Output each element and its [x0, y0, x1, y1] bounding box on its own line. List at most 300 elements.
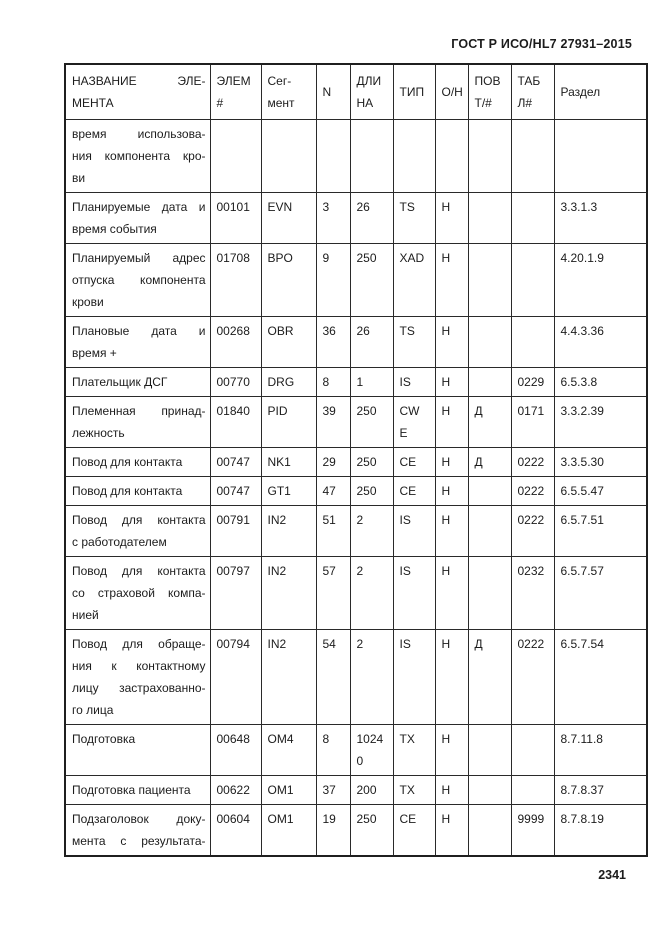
cell-table_num	[511, 725, 554, 776]
table-row	[65, 368, 647, 397]
cell-line: Подготовка	[72, 732, 136, 746]
cell-line: BPO	[267, 251, 293, 265]
cell-line: время +	[72, 346, 117, 360]
column-header-n	[316, 64, 350, 120]
cell-line: 51	[322, 513, 336, 527]
cell-line: ния компонента кро-	[72, 149, 206, 163]
cell-length	[350, 193, 393, 244]
cell-section	[554, 244, 647, 317]
cell-name	[65, 397, 210, 448]
cell-line: Н	[441, 455, 451, 469]
cell-line: 00791	[216, 513, 250, 527]
cell-type	[393, 776, 435, 805]
cell-line: 00794	[216, 637, 250, 651]
cell-n	[316, 506, 350, 557]
cell-line: 4.4.3.36	[560, 324, 604, 338]
cell-name	[65, 776, 210, 805]
cell-table_num	[511, 193, 554, 244]
cell-length	[350, 317, 393, 368]
cell-line: отпуска компонента	[72, 273, 206, 287]
cell-line: 8.7.8.19	[560, 812, 604, 826]
cell-name	[65, 120, 210, 193]
cell-repeat	[468, 120, 511, 193]
cell-length	[350, 776, 393, 805]
cell-repeat	[468, 557, 511, 630]
cell-name	[65, 244, 210, 317]
cell-length	[350, 805, 393, 857]
cell-line: Н	[441, 324, 451, 338]
cell-section	[554, 368, 647, 397]
cell-line: 26	[356, 324, 370, 338]
cell-length	[350, 630, 393, 725]
cell-n	[316, 805, 350, 857]
cell-line: Раздел	[560, 85, 601, 99]
column-header-table_num	[511, 64, 554, 120]
cell-length	[350, 368, 393, 397]
cell-opt	[435, 477, 468, 506]
cell-line: 3.3.5.30	[560, 455, 604, 469]
cell-repeat	[468, 630, 511, 725]
cell-line: лежность	[72, 426, 125, 440]
table-row	[65, 244, 647, 317]
cell-line: Планируемый адрес	[72, 251, 206, 265]
cell-table_num	[511, 448, 554, 477]
cell-line: OM4	[267, 732, 294, 746]
cell-opt	[435, 448, 468, 477]
cell-line: Повод для обраще-	[72, 637, 206, 651]
cell-line: 00797	[216, 564, 250, 578]
cell-line: TX	[399, 732, 415, 746]
column-header-repeat	[468, 64, 511, 120]
cell-section	[554, 557, 647, 630]
cell-line: 39	[322, 404, 336, 418]
cell-line: IS	[399, 637, 411, 651]
cell-table_num	[511, 368, 554, 397]
cell-table_num	[511, 244, 554, 317]
cell-section	[554, 805, 647, 857]
column-header-name	[65, 64, 210, 120]
cell-line: НАЗВАНИЕ ЭЛЕ-	[72, 74, 206, 88]
cell-line: нией	[72, 608, 99, 622]
page-number: 2341	[598, 868, 626, 882]
cell-line: 0171	[517, 404, 545, 418]
cell-elem_num	[210, 244, 261, 317]
cell-elem_num	[210, 557, 261, 630]
cell-line: 6.5.7.57	[560, 564, 604, 578]
cell-line: IN2	[267, 564, 287, 578]
cell-line: OM1	[267, 783, 294, 797]
cell-line: IS	[399, 375, 411, 389]
cell-line: Н	[441, 513, 451, 527]
table-row	[65, 448, 647, 477]
cell-n	[316, 448, 350, 477]
cell-section	[554, 448, 647, 477]
cell-segment	[261, 725, 316, 776]
column-header-type	[393, 64, 435, 120]
cell-line: DRG	[267, 375, 295, 389]
cell-line: 1024	[356, 732, 384, 746]
cell-line: 2	[356, 637, 364, 651]
cell-n	[316, 630, 350, 725]
cell-name	[65, 805, 210, 857]
cell-opt	[435, 630, 468, 725]
cell-length	[350, 244, 393, 317]
cell-line: 0	[356, 754, 364, 768]
cell-elem_num	[210, 630, 261, 725]
cell-opt	[435, 506, 468, 557]
cell-opt	[435, 317, 468, 368]
cell-line: Племенная принад-	[72, 404, 206, 418]
cell-line: 250	[356, 455, 377, 469]
table-row	[65, 557, 647, 630]
cell-elem_num	[210, 368, 261, 397]
cell-segment	[261, 368, 316, 397]
cell-line: го лица	[72, 703, 114, 717]
cell-line: Планируемые дата и	[72, 200, 206, 214]
cell-section	[554, 477, 647, 506]
cell-line: IN2	[267, 637, 287, 651]
cell-repeat	[468, 477, 511, 506]
cell-line: 00268	[216, 324, 250, 338]
table-row	[65, 805, 647, 857]
cell-line: Н	[441, 732, 451, 746]
column-header-length	[350, 64, 393, 120]
cell-repeat	[468, 317, 511, 368]
cell-elem_num	[210, 725, 261, 776]
table-row	[65, 477, 647, 506]
cell-line: 00604	[216, 812, 250, 826]
cell-repeat	[468, 193, 511, 244]
cell-table_num	[511, 557, 554, 630]
cell-line: Д	[474, 455, 483, 469]
cell-line: 26	[356, 200, 370, 214]
cell-line: Н	[441, 200, 451, 214]
cell-segment	[261, 776, 316, 805]
cell-type	[393, 477, 435, 506]
cell-line: 01708	[216, 251, 250, 265]
column-header-opt	[435, 64, 468, 120]
cell-elem_num	[210, 193, 261, 244]
cell-line: 6.5.7.51	[560, 513, 604, 527]
cell-line: 1	[356, 375, 364, 389]
column-header-elem_num	[210, 64, 261, 120]
cell-segment	[261, 477, 316, 506]
cell-opt	[435, 805, 468, 857]
table-row	[65, 506, 647, 557]
header-row	[65, 64, 647, 120]
cell-line: с работодателем	[72, 535, 167, 549]
cell-line: Повод для контакта	[72, 513, 206, 527]
cell-line: 29	[322, 455, 336, 469]
cell-name	[65, 368, 210, 397]
cell-line: #	[216, 96, 224, 110]
cell-elem_num	[210, 506, 261, 557]
cell-line: время использова-	[72, 127, 206, 141]
cell-line: 00747	[216, 484, 250, 498]
cell-line: 8.7.11.8	[560, 732, 603, 746]
cell-line: 0222	[517, 513, 545, 527]
table-row	[65, 397, 647, 448]
cell-line: ПОВ	[474, 74, 501, 88]
cell-n	[316, 120, 350, 193]
cell-name	[65, 557, 210, 630]
cell-name	[65, 725, 210, 776]
cell-line: время события	[72, 222, 157, 236]
cell-n	[316, 776, 350, 805]
cell-line: 0222	[517, 637, 545, 651]
cell-line: 8	[322, 732, 330, 746]
cell-name	[65, 448, 210, 477]
cell-line: 47	[322, 484, 336, 498]
cell-type	[393, 557, 435, 630]
cell-line: со страховой компа-	[72, 586, 206, 600]
cell-length	[350, 448, 393, 477]
cell-line: 36	[322, 324, 336, 338]
cell-line: Сег-	[267, 74, 292, 88]
column-header-section	[554, 64, 647, 120]
cell-line: ТАБ	[517, 74, 541, 88]
table-row	[65, 120, 647, 193]
cell-line: 00101	[216, 200, 250, 214]
cell-type	[393, 120, 435, 193]
cell-line: Л#	[517, 96, 533, 110]
cell-segment	[261, 557, 316, 630]
cell-line: 3.3.2.39	[560, 404, 604, 418]
cell-line: TS	[399, 200, 415, 214]
cell-repeat	[468, 397, 511, 448]
cell-line: 00770	[216, 375, 250, 389]
cell-opt	[435, 557, 468, 630]
cell-elem_num	[210, 776, 261, 805]
cell-repeat	[468, 244, 511, 317]
cell-elem_num	[210, 120, 261, 193]
cell-segment	[261, 244, 316, 317]
cell-line: мент	[267, 96, 295, 110]
cell-name	[65, 477, 210, 506]
cell-opt	[435, 193, 468, 244]
cell-line: крови	[72, 295, 104, 309]
cell-line: Д	[474, 404, 483, 418]
cell-line: Т/#	[474, 96, 492, 110]
cell-section	[554, 776, 647, 805]
cell-elem_num	[210, 448, 261, 477]
cell-line: ДЛИ	[356, 74, 382, 88]
cell-line: 250	[356, 484, 377, 498]
cell-section	[554, 506, 647, 557]
cell-line: 9999	[517, 812, 545, 826]
cell-line: 37	[322, 783, 336, 797]
cell-n	[316, 368, 350, 397]
cell-type	[393, 193, 435, 244]
cell-line: 6.5.3.8	[560, 375, 598, 389]
cell-line: Повод для контакта	[72, 455, 183, 469]
cell-line: Н	[441, 812, 451, 826]
cell-opt	[435, 725, 468, 776]
cell-n	[316, 557, 350, 630]
cell-length	[350, 120, 393, 193]
cell-segment	[261, 805, 316, 857]
cell-line: 2	[356, 564, 364, 578]
cell-elem_num	[210, 317, 261, 368]
cell-line: NK1	[267, 455, 291, 469]
cell-n	[316, 477, 350, 506]
cell-line: Н	[441, 484, 451, 498]
cell-type	[393, 506, 435, 557]
cell-line: N	[322, 85, 332, 99]
cell-line: EVN	[267, 200, 293, 214]
cell-line: IS	[399, 564, 411, 578]
cell-line: мента с результата-	[72, 834, 206, 848]
cell-line: Д	[474, 637, 483, 651]
column-header-segment	[261, 64, 316, 120]
cell-line: GT1	[267, 484, 291, 498]
cell-line: 250	[356, 404, 377, 418]
cell-repeat	[468, 448, 511, 477]
cell-type	[393, 317, 435, 368]
cell-line: ви	[72, 171, 86, 185]
table-row	[65, 776, 647, 805]
cell-line: CE	[399, 484, 417, 498]
cell-line: Подзаголовок доку-	[72, 812, 206, 826]
cell-repeat	[468, 725, 511, 776]
cell-line: 3	[322, 200, 330, 214]
cell-table_num	[511, 317, 554, 368]
cell-section	[554, 193, 647, 244]
cell-line: E	[399, 426, 408, 440]
cell-line: XAD	[399, 251, 425, 265]
cell-section	[554, 725, 647, 776]
cell-line: 3.3.1.3	[560, 200, 598, 214]
cell-line: IN2	[267, 513, 287, 527]
cell-line: 0232	[517, 564, 545, 578]
cell-line: 0229	[517, 375, 545, 389]
cell-segment	[261, 120, 316, 193]
cell-name	[65, 506, 210, 557]
cell-segment	[261, 506, 316, 557]
cell-line: 250	[356, 812, 377, 826]
cell-line: IS	[399, 513, 411, 527]
cell-length	[350, 397, 393, 448]
cell-opt	[435, 120, 468, 193]
table-row	[65, 193, 647, 244]
cell-segment	[261, 397, 316, 448]
cell-line: Плановые дата и	[72, 324, 206, 338]
table-row	[65, 317, 647, 368]
cell-type	[393, 368, 435, 397]
cell-section	[554, 317, 647, 368]
cell-line: CW	[399, 404, 420, 418]
cell-n	[316, 193, 350, 244]
table-row	[65, 630, 647, 725]
cell-line: Н	[441, 251, 451, 265]
cell-segment	[261, 317, 316, 368]
cell-line: Повод для контакта	[72, 564, 206, 578]
cell-length	[350, 725, 393, 776]
cell-length	[350, 557, 393, 630]
cell-line: 8.7.8.37	[560, 783, 604, 797]
table-body	[65, 120, 647, 857]
cell-elem_num	[210, 397, 261, 448]
cell-line: Н	[441, 637, 451, 651]
cell-table_num	[511, 630, 554, 725]
cell-segment	[261, 630, 316, 725]
cell-line: 2	[356, 513, 364, 527]
cell-line: 00747	[216, 455, 250, 469]
cell-line: 200	[356, 783, 377, 797]
cell-n	[316, 725, 350, 776]
cell-line: ЭЛЕМ	[216, 74, 251, 88]
cell-line: 00648	[216, 732, 250, 746]
cell-line: 250	[356, 251, 377, 265]
cell-line: 4.20.1.9	[560, 251, 604, 265]
cell-name	[65, 630, 210, 725]
cell-length	[350, 477, 393, 506]
cell-segment	[261, 448, 316, 477]
cell-line: 0222	[517, 455, 545, 469]
cell-repeat	[468, 368, 511, 397]
cell-table_num	[511, 805, 554, 857]
cell-line: OM1	[267, 812, 294, 826]
cell-line: Н	[441, 783, 451, 797]
cell-opt	[435, 397, 468, 448]
cell-line: НА	[356, 96, 374, 110]
cell-line: Подготовка пациента	[72, 783, 191, 797]
cell-line: 6.5.7.54	[560, 637, 604, 651]
cell-line: О/Н	[441, 85, 463, 99]
cell-table_num	[511, 120, 554, 193]
cell-section	[554, 397, 647, 448]
cell-n	[316, 317, 350, 368]
cell-line: Н	[441, 375, 451, 389]
cell-line: CE	[399, 455, 417, 469]
cell-section	[554, 120, 647, 193]
cell-type	[393, 630, 435, 725]
cell-segment	[261, 193, 316, 244]
standard-reference: ГОСТ Р ИСО/HL7 27931–2015	[451, 37, 632, 51]
cell-line: Повод для контакта	[72, 484, 183, 498]
cell-n	[316, 244, 350, 317]
cell-type	[393, 725, 435, 776]
table-row	[65, 725, 647, 776]
cell-section	[554, 630, 647, 725]
cell-type	[393, 805, 435, 857]
cell-line: TS	[399, 324, 415, 338]
cell-n	[316, 397, 350, 448]
cell-line: 9	[322, 251, 330, 265]
cell-opt	[435, 368, 468, 397]
cell-line: 01840	[216, 404, 250, 418]
cell-line: лицу застрахованно-	[72, 681, 206, 695]
cell-line: PID	[267, 404, 288, 418]
cell-repeat	[468, 805, 511, 857]
cell-length	[350, 506, 393, 557]
cell-line: 8	[322, 375, 330, 389]
cell-elem_num	[210, 805, 261, 857]
cell-line: ТИП	[399, 85, 425, 99]
cell-table_num	[511, 776, 554, 805]
cell-line: МЕНТА	[72, 96, 114, 110]
cell-line: 6.5.5.47	[560, 484, 604, 498]
cell-line: 54	[322, 637, 336, 651]
cell-line: OBR	[267, 324, 294, 338]
cell-repeat	[468, 506, 511, 557]
cell-line: ния к контактному	[72, 659, 206, 673]
cell-type	[393, 244, 435, 317]
cell-opt	[435, 244, 468, 317]
cell-name	[65, 317, 210, 368]
cell-line: 19	[322, 812, 336, 826]
cell-line: 0222	[517, 484, 545, 498]
